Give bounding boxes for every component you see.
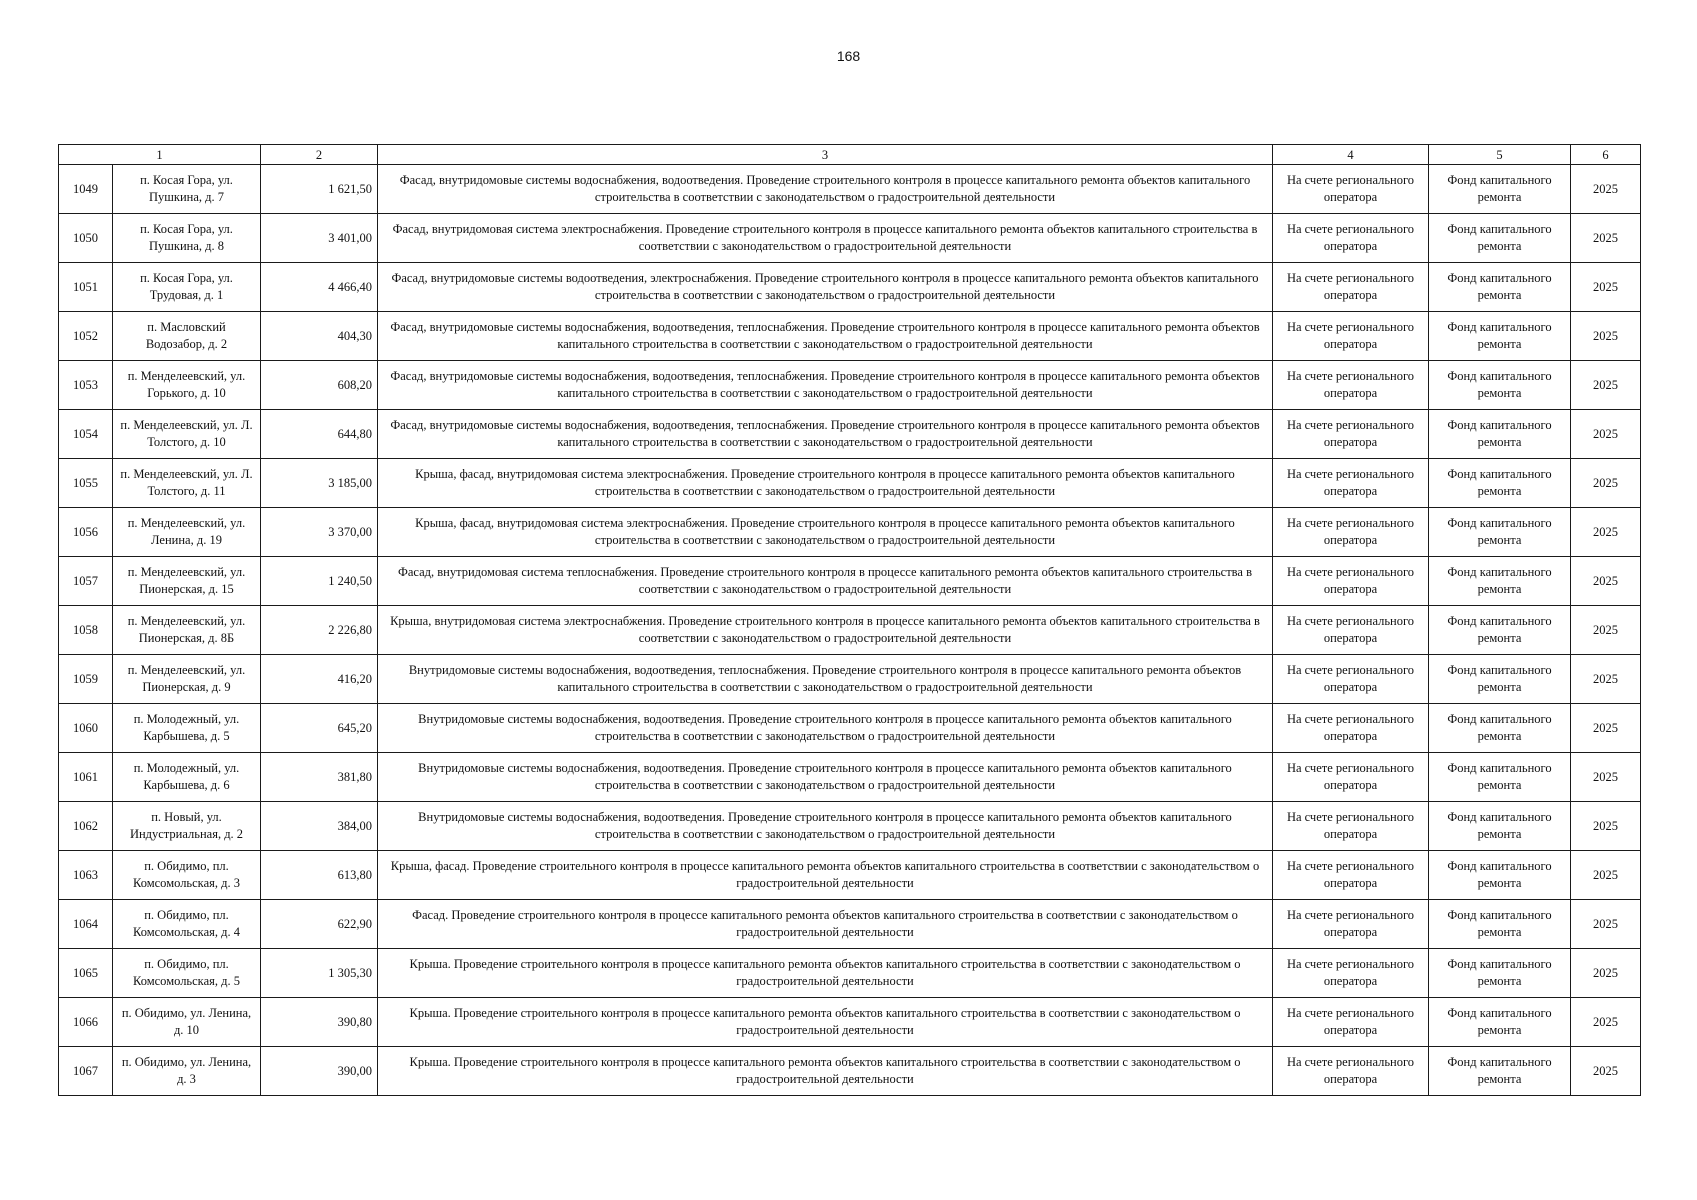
address-cell: п. Молодежный, ул. Карбышева, д. 5	[113, 704, 261, 753]
works-description-cell: Фасад. Проведение строительного контроля в процессе капитального ремонта объектов капитального строительства в соответствии с законодательством о градостроительной деятельности	[378, 900, 1273, 949]
header-col-3: 3	[378, 145, 1273, 165]
area-cell: 644,80	[261, 410, 378, 459]
year-cell: 2025	[1571, 459, 1641, 508]
row-number: 1060	[59, 704, 113, 753]
table-body	[59, 165, 1641, 1096]
works-description-cell: Внутридомовые системы водоснабжения, водоотведения. Проведение строительного контроля в процессе капитального ремонта объектов капитального строительства в соответствии с законодательством о градостроительной деятельности	[378, 802, 1273, 851]
funding-source-cell: Фонд капитального ремонта	[1429, 949, 1571, 998]
year-cell: 2025	[1571, 802, 1641, 851]
account-cell: На счете регионального оператора	[1273, 312, 1429, 361]
works-description-cell: Фасад, внутридомовые системы водоотведения, электроснабжения. Проведение строительного контроля в процессе капитального ремонта объектов капитального строительства в соответствии с законодательством о градостроительной деятельности	[378, 263, 1273, 312]
area-cell: 608,20	[261, 361, 378, 410]
row-number: 1052	[59, 312, 113, 361]
works-description-cell: Крыша, фасад, внутридомовая система электроснабжения. Проведение строительного контроля в процессе капитального ремонта объектов капитального строительства в соответствии с законодательством о градостроительной деятельности	[378, 459, 1273, 508]
funding-source-cell: Фонд капитального ремонта	[1429, 753, 1571, 802]
works-description-cell: Крыша, фасад. Проведение строительного контроля в процессе капитального ремонта объектов капитального строительства в соответствии с законодательством о градостроительной деятельности	[378, 851, 1273, 900]
funding-source-cell: Фонд капитального ремонта	[1429, 214, 1571, 263]
header-col-2: 2	[261, 145, 378, 165]
header-col-6: 6	[1571, 145, 1641, 165]
year-cell: 2025	[1571, 263, 1641, 312]
area-cell: 384,00	[261, 802, 378, 851]
works-description-cell: Крыша. Проведение строительного контроля в процессе капитального ремонта объектов капитального строительства в соответствии с законодательством о градостроительной деятельности	[378, 949, 1273, 998]
year-cell: 2025	[1571, 998, 1641, 1047]
row-number: 1058	[59, 606, 113, 655]
area-cell: 404,30	[261, 312, 378, 361]
works-description-cell: Крыша, фасад, внутридомовая система электроснабжения. Проведение строительного контроля в процессе капитального ремонта объектов капитального строительства в соответствии с законодательством о градостроительной деятельности	[378, 508, 1273, 557]
year-cell: 2025	[1571, 410, 1641, 459]
account-cell: На счете регионального оператора	[1273, 998, 1429, 1047]
year-cell: 2025	[1571, 361, 1641, 410]
address-cell: п. Косая Гора, ул. Трудовая, д. 1	[113, 263, 261, 312]
table-row	[59, 508, 1641, 557]
account-cell: На счете регионального оператора	[1273, 214, 1429, 263]
address-cell: п. Менделеевский, ул. Л. Толстого, д. 10	[113, 410, 261, 459]
header-col-4: 4	[1273, 145, 1429, 165]
table-row	[59, 704, 1641, 753]
area-cell: 4 466,40	[261, 263, 378, 312]
works-description-cell: Крыша. Проведение строительного контроля в процессе капитального ремонта объектов капитального строительства в соответствии с законодательством о градостроительной деятельности	[378, 1047, 1273, 1096]
account-cell: На счете регионального оператора	[1273, 606, 1429, 655]
address-cell: п. Менделеевский, ул. Пионерская, д. 9	[113, 655, 261, 704]
table-header	[59, 145, 1641, 165]
header-col-5: 5	[1429, 145, 1571, 165]
year-cell: 2025	[1571, 704, 1641, 753]
year-cell: 2025	[1571, 900, 1641, 949]
account-cell: На счете регионального оператора	[1273, 949, 1429, 998]
account-cell: На счете регионального оператора	[1273, 753, 1429, 802]
area-cell: 1 621,50	[261, 165, 378, 214]
year-cell: 2025	[1571, 312, 1641, 361]
area-cell: 381,80	[261, 753, 378, 802]
account-cell: На счете регионального оператора	[1273, 851, 1429, 900]
table-row	[59, 557, 1641, 606]
area-cell: 3 370,00	[261, 508, 378, 557]
year-cell: 2025	[1571, 606, 1641, 655]
capital-repair-table	[58, 144, 1641, 1096]
address-cell: п. Обидимо, ул. Ленина, д. 10	[113, 998, 261, 1047]
area-cell: 1 240,50	[261, 557, 378, 606]
works-description-cell: Фасад, внутридомовые системы водоснабжения, водоотведения. Проведение строительного контроля в процессе капитального ремонта объектов капитального строительства в соответствии с законодательством о градостроительной деятельности	[378, 165, 1273, 214]
address-cell: п. Масловский Водозабор, д. 2	[113, 312, 261, 361]
works-description-cell: Внутридомовые системы водоснабжения, водоотведения. Проведение строительного контроля в процессе капитального ремонта объектов капитального строительства в соответствии с законодательством о градостроительной деятельности	[378, 753, 1273, 802]
row-number: 1053	[59, 361, 113, 410]
year-cell: 2025	[1571, 949, 1641, 998]
area-cell: 613,80	[261, 851, 378, 900]
row-number: 1067	[59, 1047, 113, 1096]
table-row	[59, 949, 1641, 998]
address-cell: п. Менделеевский, ул. Л. Толстого, д. 11	[113, 459, 261, 508]
funding-source-cell: Фонд капитального ремонта	[1429, 263, 1571, 312]
address-cell: п. Обидимо, пл. Комсомольская, д. 5	[113, 949, 261, 998]
funding-source-cell: Фонд капитального ремонта	[1429, 851, 1571, 900]
row-number: 1061	[59, 753, 113, 802]
header-col-1: 1	[59, 145, 261, 165]
account-cell: На счете регионального оператора	[1273, 557, 1429, 606]
account-cell: На счете регионального оператора	[1273, 263, 1429, 312]
address-cell: п. Новый, ул. Индустриальная, д. 2	[113, 802, 261, 851]
row-number: 1057	[59, 557, 113, 606]
table-row	[59, 753, 1641, 802]
row-number: 1049	[59, 165, 113, 214]
table-row	[59, 214, 1641, 263]
account-cell: На счете регионального оператора	[1273, 704, 1429, 753]
works-description-cell: Фасад, внутридомовая система теплоснабжения. Проведение строительного контроля в процессе капитального ремонта объектов капитального строительства в соответствии с законодательством о градостроительной деятельности	[378, 557, 1273, 606]
year-cell: 2025	[1571, 165, 1641, 214]
address-cell: п. Менделеевский, ул. Пионерская, д. 8Б	[113, 606, 261, 655]
row-number: 1056	[59, 508, 113, 557]
works-description-cell: Крыша. Проведение строительного контроля в процессе капитального ремонта объектов капитального строительства в соответствии с законодательством о градостроительной деятельности	[378, 998, 1273, 1047]
funding-source-cell: Фонд капитального ремонта	[1429, 508, 1571, 557]
funding-source-cell: Фонд капитального ремонта	[1429, 312, 1571, 361]
table-row	[59, 165, 1641, 214]
row-number: 1055	[59, 459, 113, 508]
table-row	[59, 900, 1641, 949]
account-cell: На счете регионального оператора	[1273, 361, 1429, 410]
address-cell: п. Обидимо, пл. Комсомольская, д. 3	[113, 851, 261, 900]
funding-source-cell: Фонд капитального ремонта	[1429, 802, 1571, 851]
funding-source-cell: Фонд капитального ремонта	[1429, 704, 1571, 753]
table-row	[59, 802, 1641, 851]
row-number: 1066	[59, 998, 113, 1047]
address-cell: п. Обидимо, пл. Комсомольская, д. 4	[113, 900, 261, 949]
funding-source-cell: Фонд капитального ремонта	[1429, 459, 1571, 508]
area-cell: 3 185,00	[261, 459, 378, 508]
address-cell: п. Молодежный, ул. Карбышева, д. 6	[113, 753, 261, 802]
area-cell: 2 226,80	[261, 606, 378, 655]
row-number: 1062	[59, 802, 113, 851]
year-cell: 2025	[1571, 1047, 1641, 1096]
funding-source-cell: Фонд капитального ремонта	[1429, 900, 1571, 949]
row-number: 1064	[59, 900, 113, 949]
area-cell: 622,90	[261, 900, 378, 949]
table-row	[59, 606, 1641, 655]
works-description-cell: Фасад, внутридомовая система электроснабжения. Проведение строительного контроля в процессе капитального ремонта объектов капитального строительства в соответствии с законодательством о градостроительной деятельности	[378, 214, 1273, 263]
table-row	[59, 851, 1641, 900]
works-description-cell: Крыша, внутридомовая система электроснабжения. Проведение строительного контроля в процессе капитального ремонта объектов капитального строительства в соответствии с законодательством о градостроительной деятельности	[378, 606, 1273, 655]
year-cell: 2025	[1571, 557, 1641, 606]
year-cell: 2025	[1571, 753, 1641, 802]
account-cell: На счете регионального оператора	[1273, 410, 1429, 459]
table-row	[59, 459, 1641, 508]
funding-source-cell: Фонд капитального ремонта	[1429, 606, 1571, 655]
account-cell: На счете регионального оператора	[1273, 508, 1429, 557]
row-number: 1063	[59, 851, 113, 900]
works-description-cell: Внутридомовые системы водоснабжения, водоотведения, теплоснабжения. Проведение строительного контроля в процессе капитального ремонта объектов капитального строительства в соответствии с законодательством о градостроительной деятельности	[378, 655, 1273, 704]
account-cell: На счете регионального оператора	[1273, 900, 1429, 949]
area-cell: 416,20	[261, 655, 378, 704]
funding-source-cell: Фонд капитального ремонта	[1429, 361, 1571, 410]
funding-source-cell: Фонд капитального ремонта	[1429, 165, 1571, 214]
table-row	[59, 410, 1641, 459]
table-row	[59, 361, 1641, 410]
row-number: 1059	[59, 655, 113, 704]
works-description-cell: Фасад, внутридомовые системы водоснабжения, водоотведения, теплоснабжения. Проведение строительного контроля в процессе капитального ремонта объектов капитального строительства в соответствии с законодательством о градостроительной деятельности	[378, 361, 1273, 410]
funding-source-cell: Фонд капитального ремонта	[1429, 998, 1571, 1047]
address-cell: п. Косая Гора, ул. Пушкина, д. 7	[113, 165, 261, 214]
address-cell: п. Менделеевский, ул. Ленина, д. 19	[113, 508, 261, 557]
area-cell: 390,00	[261, 1047, 378, 1096]
address-cell: п. Косая Гора, ул. Пушкина, д. 8	[113, 214, 261, 263]
area-cell: 645,20	[261, 704, 378, 753]
area-cell: 3 401,00	[261, 214, 378, 263]
table-row	[59, 1047, 1641, 1096]
row-number: 1050	[59, 214, 113, 263]
funding-source-cell: Фонд капитального ремонта	[1429, 410, 1571, 459]
header-row	[59, 145, 1641, 165]
table-row	[59, 263, 1641, 312]
works-description-cell: Внутридомовые системы водоснабжения, водоотведения. Проведение строительного контроля в процессе капитального ремонта объектов капитального строительства в соответствии с законодательством о градостроительной деятельности	[378, 704, 1273, 753]
year-cell: 2025	[1571, 851, 1641, 900]
funding-source-cell: Фонд капитального ремонта	[1429, 655, 1571, 704]
year-cell: 2025	[1571, 655, 1641, 704]
address-cell: п. Менделеевский, ул. Горького, д. 10	[113, 361, 261, 410]
area-cell: 390,80	[261, 998, 378, 1047]
address-cell: п. Обидимо, ул. Ленина, д. 3	[113, 1047, 261, 1096]
works-description-cell: Фасад, внутридомовые системы водоснабжения, водоотведения, теплоснабжения. Проведение строительного контроля в процессе капитального ремонта объектов капитального строительства в соответствии с законодательством о градостроительной деятельности	[378, 312, 1273, 361]
area-cell: 1 305,30	[261, 949, 378, 998]
works-description-cell: Фасад, внутридомовые системы водоснабжения, водоотведения, теплоснабжения. Проведение строительного контроля в процессе капитального ремонта объектов капитального строительства в соответствии с законодательством о градостроительной деятельности	[378, 410, 1273, 459]
funding-source-cell: Фонд капитального ремонта	[1429, 1047, 1571, 1096]
year-cell: 2025	[1571, 214, 1641, 263]
account-cell: На счете регионального оператора	[1273, 459, 1429, 508]
page-number: 168	[836, 48, 861, 64]
row-number: 1051	[59, 263, 113, 312]
account-cell: На счете регионального оператора	[1273, 802, 1429, 851]
row-number: 1054	[59, 410, 113, 459]
row-number: 1065	[59, 949, 113, 998]
address-cell: п. Менделеевский, ул. Пионерская, д. 15	[113, 557, 261, 606]
table-row	[59, 312, 1641, 361]
account-cell: На счете регионального оператора	[1273, 655, 1429, 704]
year-cell: 2025	[1571, 508, 1641, 557]
funding-source-cell: Фонд капитального ремонта	[1429, 557, 1571, 606]
account-cell: На счете регионального оператора	[1273, 165, 1429, 214]
table-row	[59, 998, 1641, 1047]
account-cell: На счете регионального оператора	[1273, 1047, 1429, 1096]
table-row	[59, 655, 1641, 704]
